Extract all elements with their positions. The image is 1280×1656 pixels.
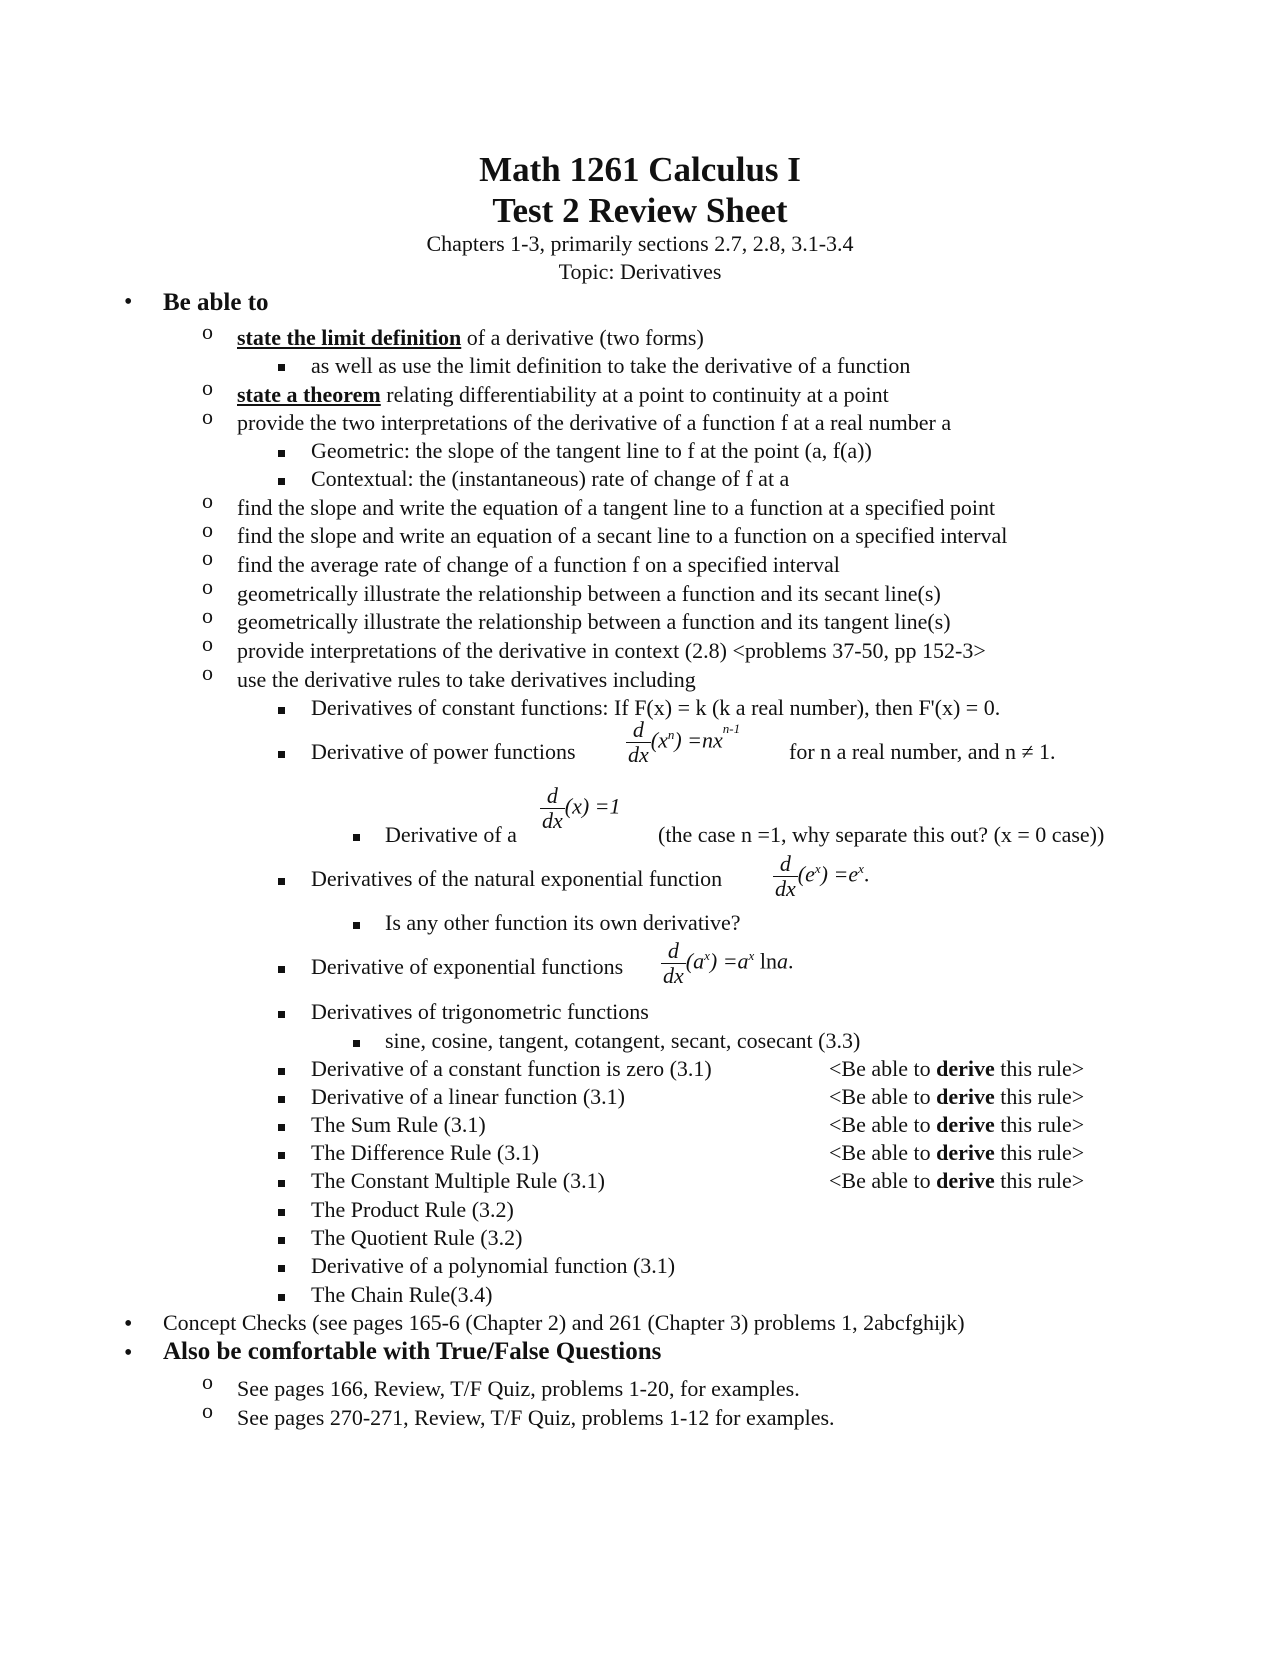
bullet-marker: • [124, 289, 133, 315]
square-marker [278, 1152, 285, 1159]
square-marker [278, 450, 285, 457]
item-limit-definition-sub: as well as use the limit definition to take the derivative of a function [311, 353, 911, 378]
rule-exp-label: Derivative of exponential functions [311, 954, 624, 979]
square-marker [278, 1096, 285, 1103]
square-marker [278, 1294, 285, 1301]
derive-note: <Be able to derive this rule> [829, 1056, 1085, 1081]
item-theorem-rest: relating differentiability at a point to continuity at a point [380, 382, 889, 407]
square-marker [353, 1040, 360, 1047]
circle-marker: o [202, 404, 213, 429]
item-interpretations: provide the two interpretations of the derivative of a function f at a real number a [237, 410, 952, 435]
item-average-rate: find the average rate of change of a function f on a specified interval [237, 552, 840, 577]
rule-natexp-formula: $\frac{d}{dx}$ $(e^x) =e^x$. [775, 851, 870, 901]
rule-product: The Product Rule (3.2) [311, 1197, 514, 1222]
rule-difference: The Difference Rule (3.1) [311, 1140, 540, 1165]
item-limit-definition-rest: of a derivative (two forms) [461, 325, 704, 350]
square-marker [278, 1237, 285, 1244]
rule-natexp-label: Derivatives of the natural exponential function [311, 866, 723, 891]
square-marker [278, 1011, 285, 1018]
rule-chain: The Chain Rule(3.4) [311, 1282, 493, 1307]
square-marker [278, 1209, 285, 1216]
item-tangent-line: find the slope and write the equation of a tangent line to a function at a specified point [237, 495, 996, 520]
derive-note: <Be able to derive this rule> [829, 1112, 1085, 1137]
circle-marker: o [202, 660, 213, 685]
subtitle-topic: Topic: Derivatives [558, 259, 722, 284]
subtitle-chapters: Chapters 1-3, primarily sections 2.7, 2.8, 3.1-3.4 [426, 231, 854, 256]
square-marker [278, 1180, 285, 1187]
square-marker [278, 878, 285, 885]
derive-note: <Be able to derive this rule> [829, 1140, 1085, 1165]
circle-marker: o [202, 574, 213, 599]
rule-deriv-a-label: Derivative of a [385, 822, 517, 847]
rule-own-derivative: Is any other function its own derivative? [385, 910, 741, 935]
square-marker [278, 751, 285, 758]
square-marker [353, 922, 360, 929]
concept-checks: Concept Checks (see pages 165-6 (Chapter 2) and 261 (Chapter 3) problems 1, 2abcfghijk) [163, 1310, 965, 1335]
rule-trig-sub: sine, cosine, tangent, cotangent, secant, cosecant (3.3) [385, 1028, 861, 1053]
tf-item-1: See pages 166, Review, T/F Quiz, problems 1-20, for examples. [237, 1376, 800, 1401]
item-secant-line: find the slope and write an equation of a secant line to a function on a specified interval [237, 523, 1008, 548]
rule-sum: The Sum Rule (3.1) [311, 1112, 486, 1137]
derive-note: <Be able to derive this rule> [829, 1168, 1085, 1193]
circle-marker: o [202, 631, 213, 656]
square-marker [278, 966, 285, 973]
rule-deriv-x-formula: $\frac{d}{dx}$ (x) =1 [542, 783, 621, 833]
item-tangent-illustrate: geometrically illustrate the relationship between a function and its tangent line(s) [237, 609, 951, 634]
rule-quotient: The Quotient Rule (3.2) [311, 1225, 523, 1250]
rule-constant: Derivatives of constant functions: If F(x) = k (k a real number), then F'(x) = 0. [311, 695, 1001, 720]
fraction-d-dx: $\frac{d}{dx}$ [663, 938, 684, 988]
item-limit-definition [237, 324, 704, 352]
title-course: Math 1261 Calculus I [479, 150, 801, 189]
item-geometric: Geometric: the slope of the tangent line to f at the point (a, f(a)) [311, 438, 872, 463]
derive-note: <Be able to derive this rule> [829, 1084, 1085, 1109]
fraction-d-dx: $\frac{d}{dx}$ [775, 851, 796, 901]
circle-marker: o [202, 375, 213, 400]
rule-exp-formula: $\frac{d}{dx}$ $(a^x) =a^x$ lna. [663, 938, 794, 988]
rule-deriv-a-tail: (the case n =1, why separate this out? (x = 0 case)) [658, 822, 1105, 847]
tf-item-2: See pages 270-271, Review, T/F Quiz, problems 1-12 for examples. [237, 1405, 835, 1430]
rule-const-zero: Derivative of a constant function is zero (3.1) [311, 1056, 712, 1081]
item-secant-illustrate: geometrically illustrate the relationship between a function and its secant line(s) [237, 581, 941, 606]
square-marker [278, 1265, 285, 1272]
rule-polynomial: Derivative of a polynomial function (3.1) [311, 1253, 676, 1278]
circle-marker: o [202, 488, 213, 513]
item-derivative-rules: use the derivative rules to take derivatives including [237, 667, 696, 692]
rule-trig: Derivatives of trigonometric functions [311, 999, 649, 1024]
title-review-sheet: Test 2 Review Sheet [492, 191, 788, 230]
rule-const-multiple: The Constant Multiple Rule (3.1) [311, 1168, 605, 1193]
square-marker [278, 1068, 285, 1075]
circle-marker: o [202, 545, 213, 570]
heading-true-false: Also be comfortable with True/False Questions [163, 1338, 662, 1365]
square-marker [278, 707, 285, 714]
item-contextual: Contextual: the (instantaneous) rate of change of f at a [311, 466, 790, 491]
item-limit-definition-bold: state the limit definition [237, 325, 462, 350]
square-marker [278, 364, 285, 371]
bullet-marker: • [124, 1311, 133, 1337]
rule-power-formula: $\frac{d}{dx}$ $(x^n) =nx^{n-1}$ [628, 717, 741, 767]
circle-marker: o [202, 319, 213, 344]
circle-marker: o [202, 517, 213, 542]
rule-power-tail: for n a real number, and n ≠ 1. [789, 739, 1056, 764]
item-context: provide interpretations of the derivative in context (2.8) <problems 37-50, pp 152-3> [237, 638, 986, 663]
fraction-d-dx: $\frac{d}{dx}$ [542, 783, 563, 833]
heading-be-able-to: Be able to [163, 289, 269, 316]
rule-power-label: Derivative of power functions [311, 739, 576, 764]
square-marker [278, 1124, 285, 1131]
bullet-marker: • [124, 1340, 133, 1366]
fraction-d-dx: $\frac{d}{dx}$ [628, 717, 649, 767]
rule-linear: Derivative of a linear function (3.1) [311, 1084, 625, 1109]
item-theorem [237, 381, 889, 409]
square-marker [278, 478, 285, 485]
circle-marker: o [202, 1369, 213, 1394]
circle-marker: o [202, 1398, 213, 1423]
item-theorem-bold: state a theorem [237, 382, 381, 407]
square-marker [353, 834, 360, 841]
circle-marker: o [202, 603, 213, 628]
